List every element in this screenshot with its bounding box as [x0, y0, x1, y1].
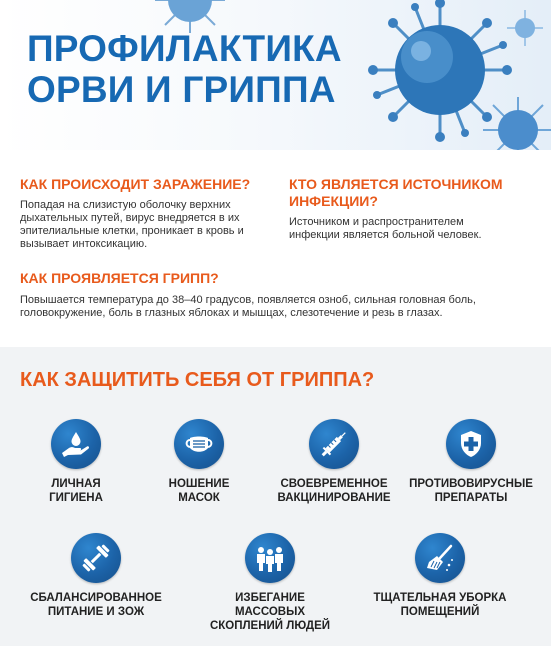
face-mask-icon: [174, 419, 224, 469]
source-heading-line-1: КТО ЯВЛЯЕТСЯ ИСТОЧНИКОМ: [289, 176, 503, 192]
protection-item-nutrition: [26, 533, 166, 619]
syringe-icon: [309, 419, 359, 469]
masks-label: НОШЕНИЕ МАСОК: [168, 478, 230, 504]
broom-icon: [415, 533, 465, 583]
symptoms-text: Повышается температура до 38–40 градусов, появляется озноб, сильная головная боль, головокружение, боль в глазных яблоках и мышцах, слезотечение и резь в глазах.: [20, 294, 476, 319]
protection-item-crowds: [200, 533, 340, 633]
source-heading: [289, 176, 503, 210]
title-line-2: ОРВИ И ГРИППА: [27, 69, 336, 110]
protection-item-antivirals: [401, 419, 541, 505]
cleaning-label: ТЩАТЕЛЬНАЯ УБОРКА ПОМЕЩЕНИЙ: [373, 592, 507, 618]
page-title: [27, 28, 342, 110]
dumbbell-icon: [71, 533, 121, 583]
symptoms-heading: КАК ПРОЯВЛЯЕТСЯ ГРИПП?: [20, 270, 219, 286]
header-banner: [0, 0, 551, 150]
source-text: Источником и распространителем инфекции является больной человек.: [289, 216, 482, 241]
infection-text: Попадая на слизистую оболочку верхних дыхательных путей, вирус внедряется в их эпителиальные клетки, проникает в кровь и вызывает интоксикацию.: [20, 199, 244, 250]
title-line-1: ПРОФИЛАКТИКА: [27, 28, 342, 69]
virus-illustration-small: [505, 8, 545, 48]
protection-item-cleaning: [370, 533, 510, 619]
protection-item-hygiene: [6, 419, 146, 505]
infection-heading: КАК ПРОИСХОДИТ ЗАРАЖЕНИЕ?: [20, 176, 251, 192]
medical-shield-icon: [446, 419, 496, 469]
virus-illustration-right: [478, 95, 551, 150]
crowd-icon: [245, 533, 295, 583]
source-heading-line-2: ИНФЕКЦИИ?: [289, 193, 378, 209]
vaccination-label: СВОЕВРЕМЕННОЕ ВАКЦИНИРОВАНИЕ: [277, 478, 391, 504]
protection-item-masks: [129, 419, 269, 505]
hygiene-label: ЛИЧНАЯ ГИГИЕНА: [49, 478, 103, 504]
protection-heading: КАК ЗАЩИТИТЬ СЕБЯ ОТ ГРИППА?: [20, 369, 375, 391]
nutrition-label: СБАЛАНСИРОВАННОЕ ПИТАНИЕ И ЗОЖ: [30, 592, 162, 618]
hand-washing-icon: [51, 419, 101, 469]
antivirals-label: ПРОТИВОВИРУСНЫЕ ПРЕПАРАТЫ: [409, 478, 533, 504]
crowds-label: ИЗБЕГАНИЕ МАССОВЫХ СКОПЛЕНИЙ ЛЮДЕЙ: [209, 592, 331, 632]
protection-item-vaccination: [264, 419, 404, 505]
